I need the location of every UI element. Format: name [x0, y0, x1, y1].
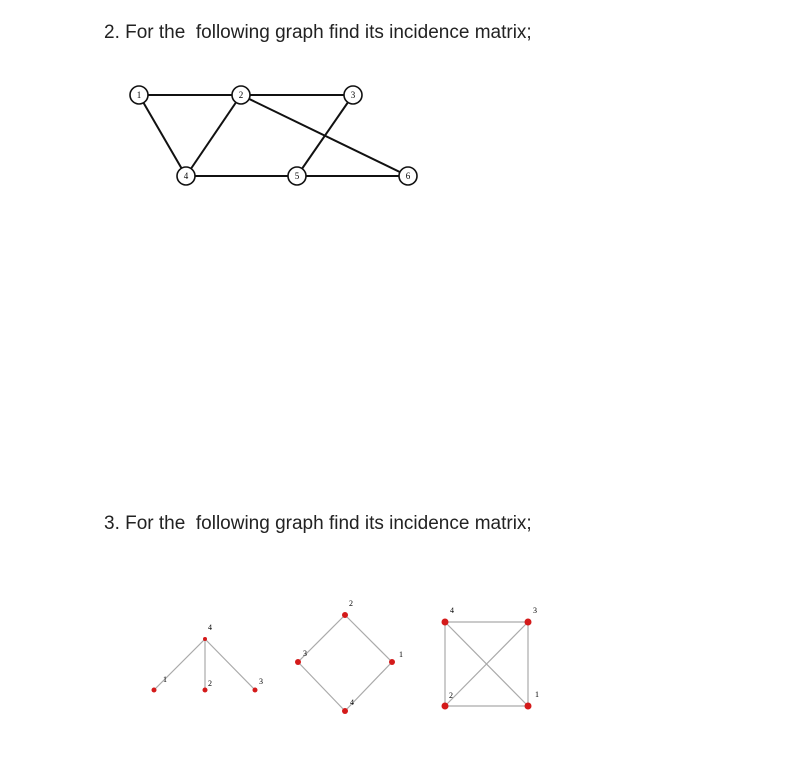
- graph-q3-tree: [152, 623, 264, 693]
- diamond-node-3: [295, 659, 301, 665]
- node-5: [288, 167, 306, 185]
- edge-2-4: [186, 95, 241, 176]
- question-3-title: 3. For the following graph find its incidence matrix;: [104, 513, 532, 534]
- tree-node-4: [203, 637, 207, 641]
- k4-label-3: 3: [533, 606, 537, 615]
- node-6: [399, 167, 417, 185]
- node-2: [232, 86, 250, 104]
- graph-q2-nodes: [130, 86, 417, 185]
- graph-q2-edges: [139, 95, 408, 176]
- diamond-node-2: [342, 612, 348, 618]
- tree-label-1: 1: [163, 675, 167, 684]
- k4-node-1: [525, 703, 532, 710]
- svg-text:5: 5: [294, 171, 300, 181]
- tree-node-1: [152, 688, 157, 693]
- tree-edge-4-1: [154, 639, 205, 690]
- question-2-title: 2. For the following graph find its incidence matrix;: [104, 22, 532, 43]
- tree-label-2: 2: [208, 679, 212, 688]
- edge-1-4: [139, 95, 186, 176]
- k4-label-4: 4: [450, 606, 454, 615]
- node-3: [344, 86, 362, 104]
- edge-3-5: [297, 95, 353, 176]
- diamond-label-3: 3: [303, 649, 307, 658]
- tree-label-3: 3: [259, 677, 263, 686]
- diamond-node-1: [389, 659, 395, 665]
- k4-label-1: 1: [535, 690, 539, 699]
- tree-label-4: 4: [208, 623, 212, 632]
- k4-node-4: [442, 619, 449, 626]
- svg-text:2: 2: [238, 90, 244, 100]
- tree-node-3: [253, 688, 258, 693]
- diamond-edge-2-1: [345, 615, 392, 662]
- svg-text:4: 4: [183, 171, 189, 181]
- diamond-edge-3-4: [298, 662, 345, 711]
- node-1: [130, 86, 148, 104]
- svg-text:3: 3: [350, 90, 356, 100]
- k4-node-3: [525, 619, 532, 626]
- svg-text:6: 6: [405, 171, 411, 181]
- k4-node-2: [442, 703, 449, 710]
- k4-label-2: 2: [449, 691, 453, 700]
- tree-edge-4-3: [205, 639, 255, 690]
- diamond-label-2: 2: [349, 599, 353, 608]
- diamond-label-1: 1: [399, 650, 403, 659]
- tree-node-2: [203, 688, 208, 693]
- diamond-node-4: [342, 708, 348, 714]
- diamond-label-4: 4: [350, 698, 354, 707]
- svg-text:1: 1: [136, 90, 142, 100]
- graph-q3-complete: [442, 606, 540, 710]
- node-4: [177, 167, 195, 185]
- graph-q3-diamond: [295, 599, 403, 714]
